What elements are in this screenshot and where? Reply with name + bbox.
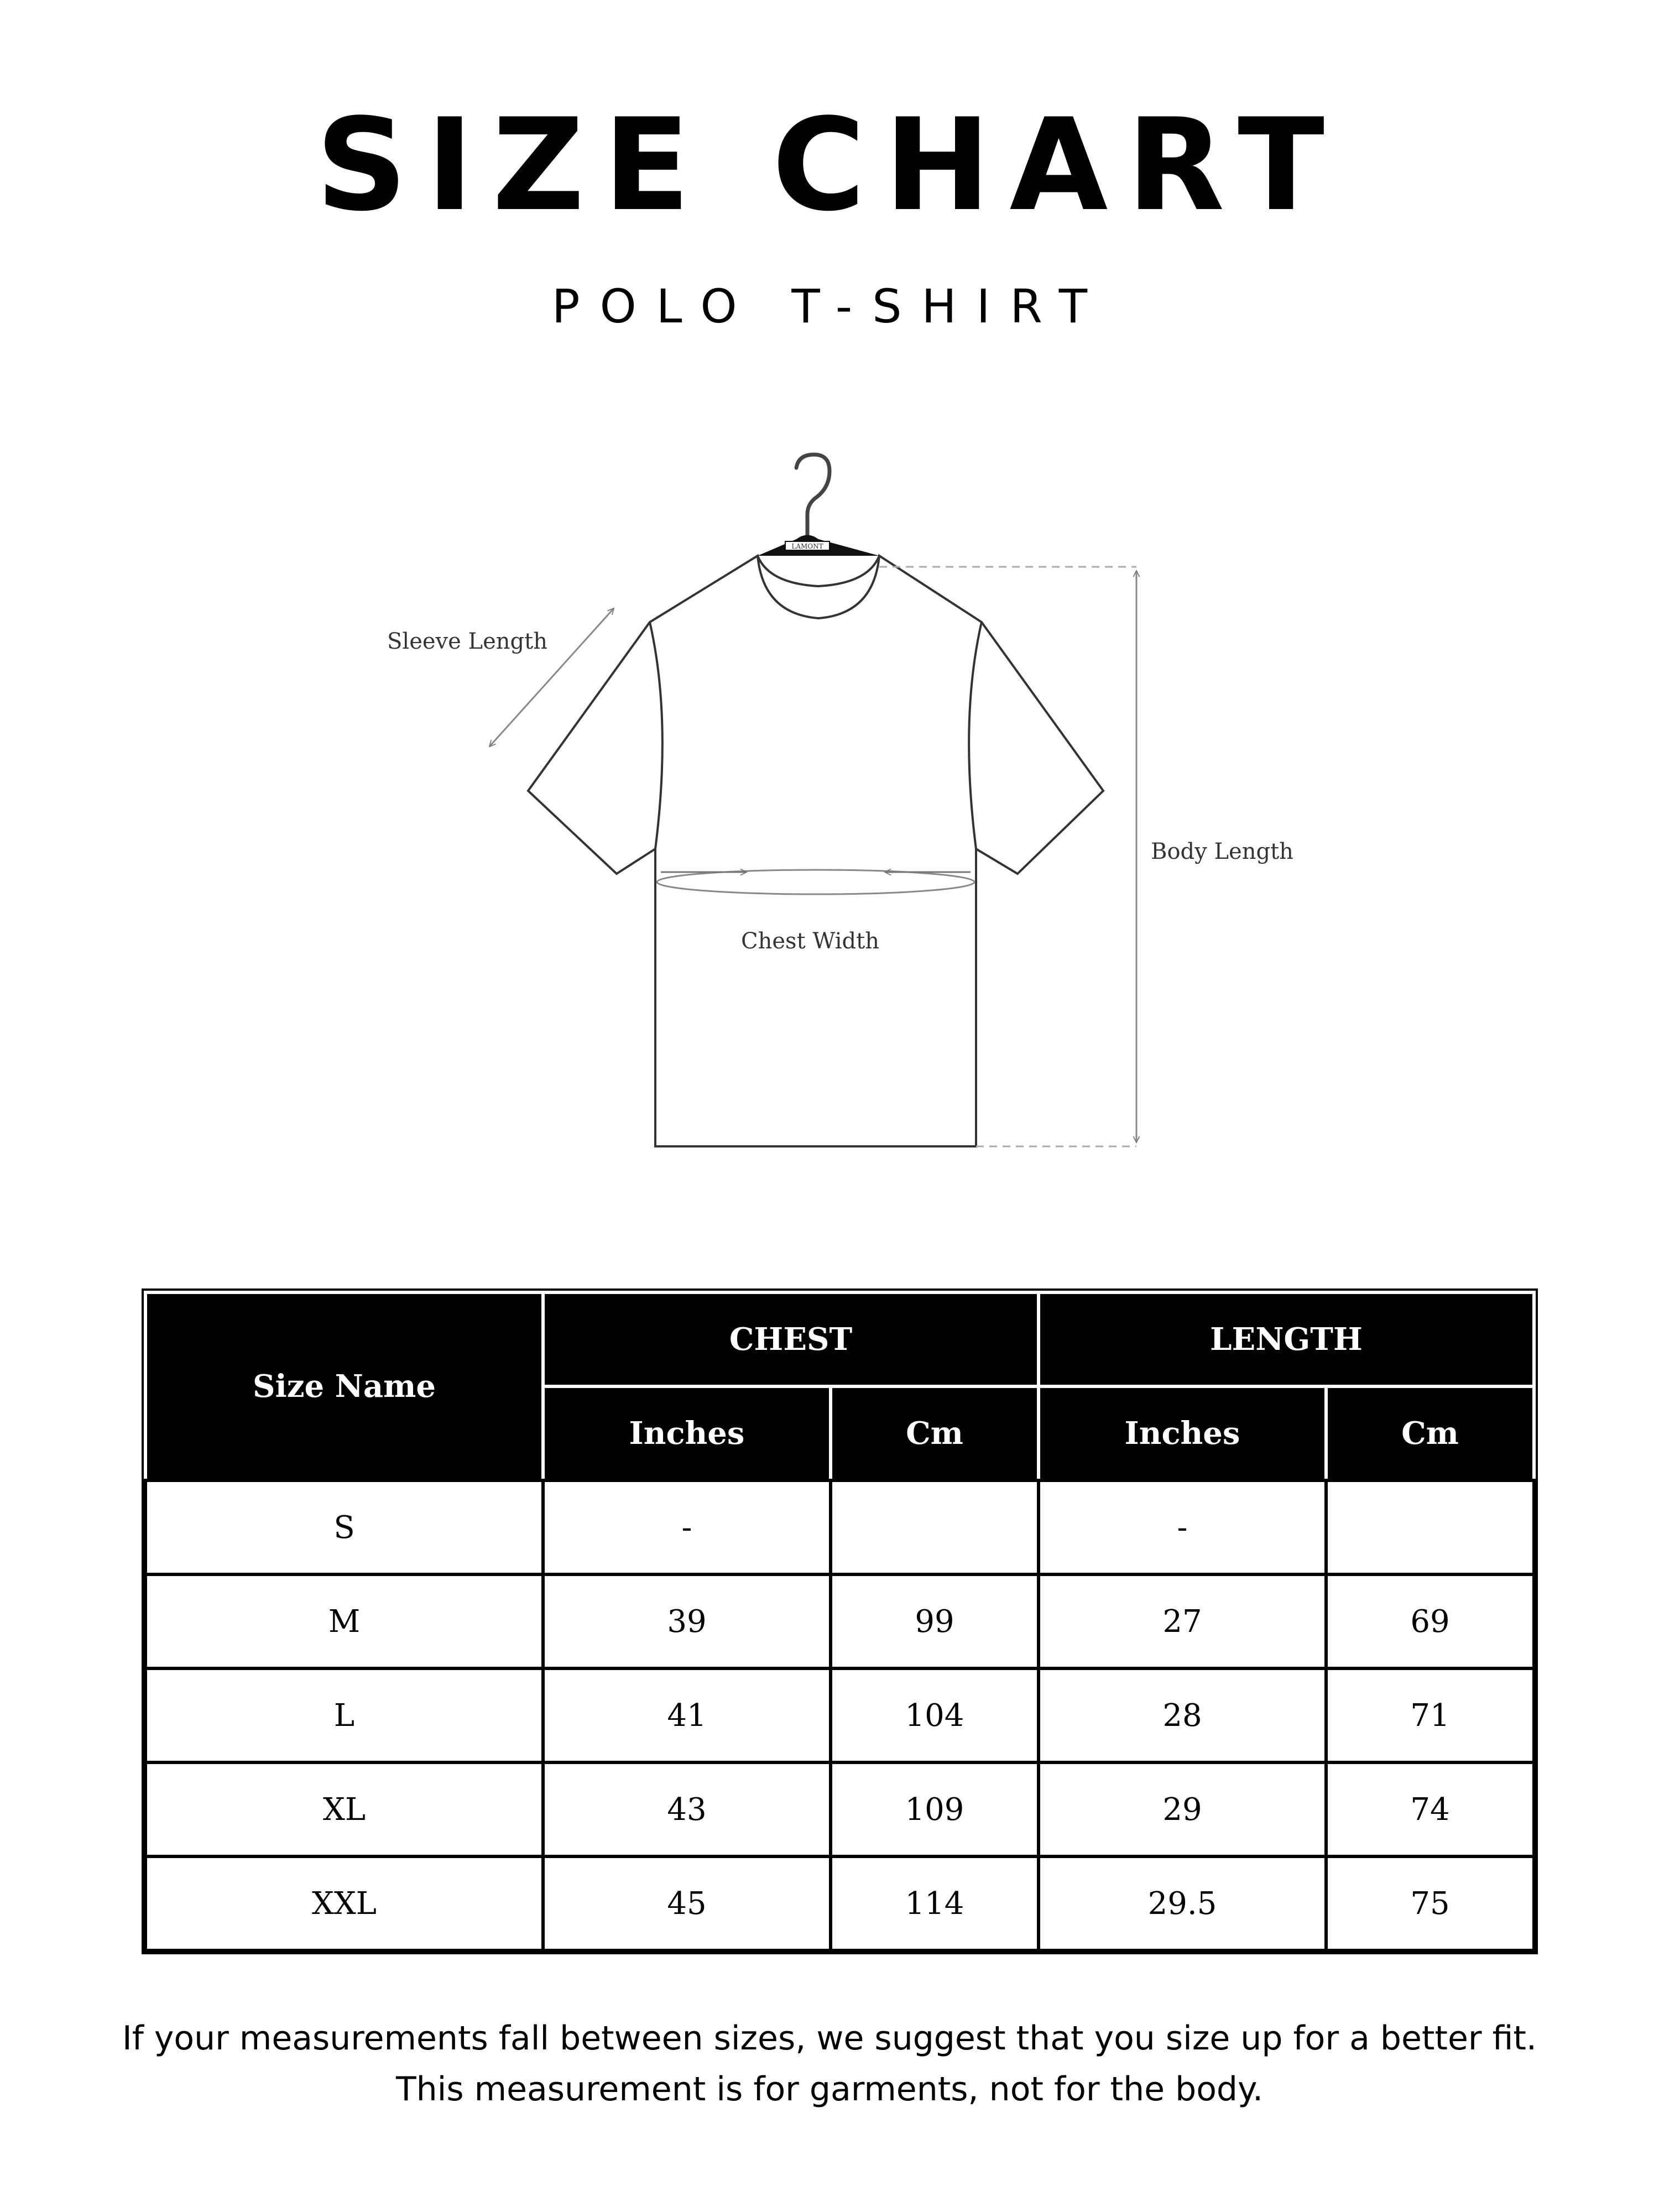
chest-cm-cell: 104 [832,1670,1037,1761]
length-cm-header: Cm [1328,1388,1532,1479]
tshirt-icon [528,556,1103,1146]
size-cell: L [147,1670,541,1761]
chest-width-label: Chest Width [741,928,879,954]
chest-header: CHEST [545,1294,1037,1385]
length-inches-cell: 28 [1040,1670,1324,1761]
chest-inches-cell: 43 [545,1764,829,1855]
table-row [147,1670,1532,1761]
length-cm-cell [1328,1482,1532,1573]
length-header: LENGTH [1040,1294,1532,1385]
length-inches-cell: 27 [1040,1576,1324,1667]
size-table [142,1288,1538,1954]
page-title: SIZE CHART [315,92,1344,239]
chest-cm-cell: 109 [832,1764,1037,1855]
table-row [147,1576,1532,1667]
length-inches-cell: 29 [1040,1764,1324,1855]
length-cm-cell: 74 [1328,1764,1532,1855]
chest-inches-cell: 41 [545,1670,829,1761]
hanger-tag-label: LAMONT [791,542,823,550]
size-cell: M [147,1576,541,1667]
tshirt-diagram [0,431,1659,1172]
chest-cm-cell: 114 [832,1858,1037,1949]
length-inches-cell: 29.5 [1040,1858,1324,1949]
size-cell: S [147,1482,541,1573]
table-row [147,1482,1532,1573]
chest-inches-header: Inches [545,1388,829,1479]
chest-inches-cell: - [545,1482,829,1573]
fit-note [0,2013,1659,2115]
chest-cm-cell [832,1482,1037,1573]
chest-cm-cell: 99 [832,1576,1037,1667]
size-cell: XXL [147,1858,541,1949]
length-inches-cell: - [1040,1482,1324,1573]
chest-inches-cell: 45 [545,1858,829,1949]
length-inches-header: Inches [1040,1388,1324,1479]
table-row [147,1858,1532,1949]
fit-note-line-1: If your measurements fall between sizes, we suggest that you size up for a better fit. [122,2019,1537,2058]
chest-inches-cell: 39 [545,1576,829,1667]
size-cell: XL [147,1764,541,1855]
size-name-header: Size Name [147,1294,541,1479]
length-cm-cell: 71 [1328,1670,1532,1761]
body-length-label: Body Length [1151,839,1293,864]
chest-cm-header: Cm [832,1388,1037,1479]
hanger-icon [758,455,879,556]
page-subtitle: POLO T-SHIRT [551,279,1108,333]
sleeve-length-label: Sleeve Length [387,629,547,654]
length-cm-cell: 69 [1328,1576,1532,1667]
fit-note-line-2: This measurement is for garments, not for the body. [395,2070,1264,2109]
table-row [147,1764,1532,1855]
length-cm-cell: 75 [1328,1858,1532,1949]
